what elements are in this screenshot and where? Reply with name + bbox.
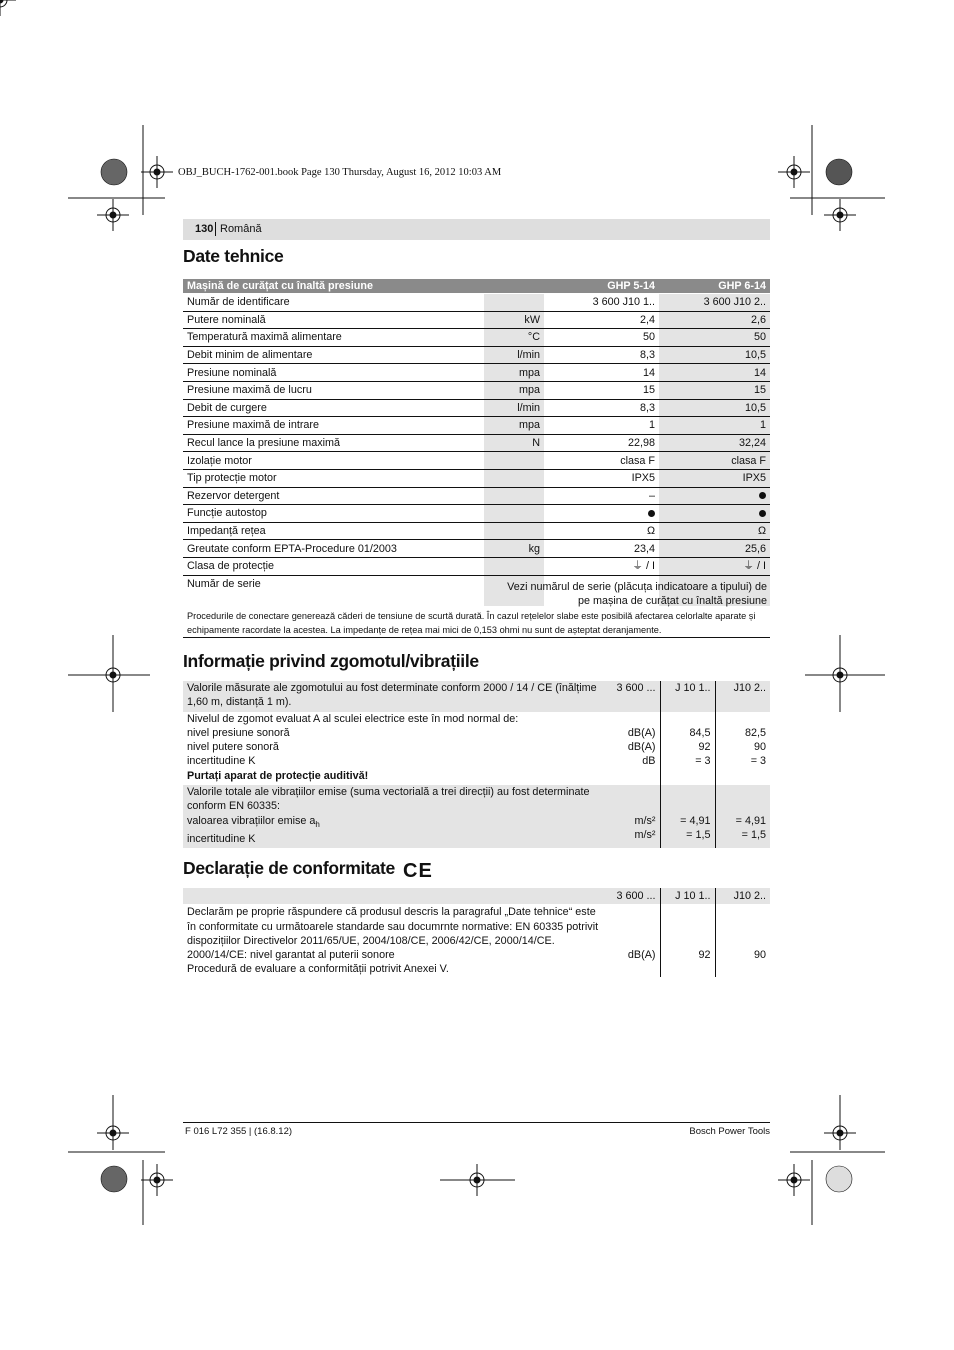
vibration-intro: Valorile totale ale vibrațiilor emise (suma vectorială a trei direcții) au fost determinate conform EN 60335:	[187, 786, 590, 813]
spec-value-ghp-5-14: 22,98	[544, 434, 659, 452]
page-language: Română	[220, 223, 262, 235]
vibration-labels	[183, 785, 604, 848]
spec-value-ghp-6-14: 10,5	[659, 346, 770, 364]
feature-dot-icon	[759, 492, 766, 499]
spec-unit	[484, 522, 544, 540]
noise-col-2: J10 2..	[715, 681, 770, 712]
tech-table-title: Mașină de curățat cu înaltă presiune	[183, 279, 544, 294]
noise-intro-row	[183, 681, 770, 712]
spec-row	[183, 346, 770, 364]
decl-text: Declarăm pe proprie răspundere că produsul descris la paragraful „Date tehnice“ este în conformitate cu următoarele standarde sau documrnte normative: EN 60335 potrivit dispozițiilor Directivelor 2011/65/UE, 2004/108/CE, 2006/42/CE, 2000/14/CE. 2000/14/CE: nivel garantat al puterii sonore	[187, 906, 599, 962]
spec-unit: kW	[484, 311, 544, 329]
conformity-header-row	[183, 888, 770, 904]
spec-unit: kg	[484, 540, 544, 558]
spec-row	[183, 434, 770, 452]
spec-value-ghp-6-14: clasa F	[659, 452, 770, 470]
spec-row	[183, 364, 770, 382]
spec-row	[183, 294, 770, 312]
vibration-uncertainty-v2: = 1,5	[741, 828, 766, 841]
spec-value-ghp-5-14: IPX5	[544, 469, 659, 487]
spec-row	[183, 399, 770, 417]
decl-col-0: 3 600 ...	[604, 888, 660, 904]
spec-value-ghp-5-14: 1	[544, 417, 659, 435]
spec-value-ghp-6-14: 14	[659, 364, 770, 382]
vibration-uncertainty-label: incertitudine K	[187, 833, 256, 846]
spec-label: Presiune maximă de lucru	[183, 381, 484, 399]
noise-row-label-0: nivel presiune sonoră	[187, 726, 290, 739]
spec-row	[183, 452, 770, 470]
footer-brand: Bosch Power Tools	[689, 1126, 770, 1137]
vibration-v1: = 4,91	[680, 814, 711, 827]
header-separator	[215, 222, 216, 236]
spec-value-ghp-6-14: 32,24	[659, 434, 770, 452]
vibration-values-2	[715, 785, 770, 848]
decl-col-2: J10 2..	[715, 888, 770, 904]
noise-row-v1-1: 92	[698, 741, 711, 754]
noise-row-v1-0: 84,5	[689, 726, 711, 739]
spec-value-ghp-6-14: 25,6	[659, 540, 770, 558]
section-title-conformity: Declarație de conformitate	[183, 858, 395, 878]
spec-unit	[484, 452, 544, 470]
vibration-uncertainty-v1: = 1,5	[686, 828, 711, 841]
section-title-tech-data: Date tehnice	[183, 246, 284, 266]
spec-value-ghp-5-14: 3 600 J10 1..	[544, 294, 659, 312]
spec-row	[183, 540, 770, 558]
spec-value-ghp-6-14: ⏚ / I	[659, 557, 770, 575]
spec-value-ghp-5-14: –	[544, 487, 659, 505]
spec-label: Greutate conform EPTA-Procedure 01/2003	[183, 540, 484, 558]
spec-label: Presiune maximă de intrare	[183, 417, 484, 435]
spec-label: Tip protecție motor	[183, 469, 484, 487]
vibration-values-1	[660, 785, 715, 848]
tech-data-note: Procedurile de conectare generează căderi de tensiune de scurtă durată. În cazul rețelelor slabe este posibilă afectarea celorlalte aparate și echipamente racordate la acestea. La impedanțe de rețea mai mici de 0,153 ohmi nu sunt de așteptat deranjamente.	[187, 611, 756, 635]
spec-unit: °C	[484, 329, 544, 347]
spec-unit	[484, 294, 544, 312]
spec-value-ghp-6-14: 2,6	[659, 311, 770, 329]
spec-unit: mpa	[484, 364, 544, 382]
decl-procedure: Procedură de evaluare a conformității potrivit Anexei V.	[187, 963, 449, 976]
spec-value-ghp-5-14: clasa F	[544, 452, 659, 470]
spec-value-ghp-6-14: 15	[659, 381, 770, 399]
noise-level-row	[183, 712, 770, 785]
serial-text: Vezi numărul de serie (plăcuța indicatoare a tipului) de pe mașina de curățat cu înaltă presiune	[507, 581, 767, 607]
spec-row	[183, 522, 770, 540]
spec-row	[183, 505, 770, 523]
feature-dot-icon	[648, 510, 655, 517]
tech-table-model-1: GHP 5-14	[544, 279, 659, 294]
noise-row-label-1: nivel putere sonoră	[187, 741, 279, 754]
decl-text-cell	[183, 904, 604, 976]
spec-value-ghp-6-14	[659, 505, 770, 523]
spec-value-ghp-6-14: Ω	[659, 522, 770, 540]
spec-label: Recul lance la presiune maximă	[183, 434, 484, 452]
noise-row-label-2: incertitudine K	[187, 755, 256, 768]
spec-label: Rezervor detergent	[183, 487, 484, 505]
spec-row	[183, 329, 770, 347]
noise-values-1	[660, 712, 715, 785]
page-header	[183, 219, 770, 240]
vibration-v2: = 4,91	[735, 814, 766, 827]
spec-value-ghp-5-14: 14	[544, 364, 659, 382]
spec-value-ghp-5-14: 8,3	[544, 346, 659, 364]
noise-level-labels	[183, 712, 604, 785]
conformity-table	[183, 888, 770, 977]
spec-value-ghp-5-14	[544, 505, 659, 523]
spec-label: Putere nominală	[183, 311, 484, 329]
spec-unit: mpa	[484, 417, 544, 435]
noise-units	[604, 712, 660, 785]
spec-label: Impedanță rețea	[183, 522, 484, 540]
spec-value-ghp-6-14: 50	[659, 329, 770, 347]
spec-label: Număr de identificare	[183, 294, 484, 312]
noise-values-2	[715, 712, 770, 785]
spec-value-ghp-6-14	[659, 487, 770, 505]
vibration-row	[183, 785, 770, 848]
tech-data-table	[183, 279, 770, 606]
spec-label: Funcție autostop	[183, 505, 484, 523]
noise-row-unit-1: dB(A)	[627, 741, 656, 754]
spec-row	[183, 381, 770, 399]
vibration-label-sub: h	[315, 819, 320, 829]
page-number: 130	[195, 223, 214, 235]
noise-table	[183, 681, 770, 848]
spec-label: Clasa de protecție	[183, 557, 484, 575]
spec-row	[183, 487, 770, 505]
spec-value-ghp-5-14: 23,4	[544, 540, 659, 558]
noise-row-unit-2: dB	[642, 755, 656, 768]
spec-value-ghp-6-14: 3 600 J10 2..	[659, 294, 770, 312]
tech-table-header	[183, 279, 770, 294]
spec-unit: N	[484, 434, 544, 452]
spec-value-ghp-6-14: 10,5	[659, 399, 770, 417]
spec-unit: mpa	[484, 381, 544, 399]
footer-rule	[183, 1122, 770, 1123]
spec-unit: l/min	[484, 346, 544, 364]
spec-unit: l/min	[484, 399, 544, 417]
decl-unit: dB(A)	[627, 949, 656, 962]
spec-row	[183, 469, 770, 487]
spec-label: Izolație motor	[183, 452, 484, 470]
spec-label: Debit minim de alimentare	[183, 346, 484, 364]
footer-doc-number: F 016 L72 355 | (16.8.12)	[185, 1126, 293, 1137]
noise-row-v2-0: 82,5	[744, 726, 766, 739]
spec-unit	[484, 557, 544, 575]
spec-value-ghp-5-14: 50	[544, 329, 659, 347]
spec-label: Presiune nominală	[183, 364, 484, 382]
print-info-line: OBJ_BUCH-1762-001.book Page 130 Thursday, August 16, 2012 10:03 AM	[178, 167, 502, 178]
ce-mark: CE	[403, 860, 433, 882]
spec-value-ghp-5-14: 15	[544, 381, 659, 399]
spec-value-ghp-5-14: Ω	[544, 522, 659, 540]
vibration-label-text: valoarea vibrațiilor emise a	[187, 814, 316, 827]
noise-intro: Valorile măsurate ale zgomotului au fost determinate conform 2000 / 14 / CE (înălțime 1,60 m, distanță 1 m).	[183, 681, 604, 712]
feature-dot-icon	[759, 510, 766, 517]
spec-label: Debit de curgere	[183, 399, 484, 417]
vibration-uncertainty-unit: m/s²	[634, 828, 656, 841]
spec-unit	[484, 469, 544, 487]
hearing-protection-warning: Purtați aparat de protecție auditivă!	[187, 769, 369, 782]
spec-unit	[484, 487, 544, 505]
noise-level-intro: Nivelul de zgomot evaluat A al sculei electrice este în mod normal de:	[187, 712, 519, 725]
section-title-noise: Informație privind zgomotul/vibrațiile	[183, 651, 479, 671]
noise-row-unit-0: dB(A)	[627, 726, 656, 739]
noise-row-v1-2: = 3	[695, 755, 711, 768]
decl-v1: 92	[660, 904, 715, 976]
noise-col-0: 3 600 ...	[604, 681, 660, 712]
decl-v2: 90	[715, 904, 770, 976]
vibration-units	[604, 785, 660, 848]
noise-row-v2-1: 90	[753, 741, 766, 754]
spec-value-ghp-5-14: ⏚ / I	[544, 557, 659, 575]
spec-row	[183, 557, 770, 575]
noise-col-1: J 10 1..	[660, 681, 715, 712]
spec-value-ghp-5-14: 2,4	[544, 311, 659, 329]
tech-table-model-2: GHP 6-14	[659, 279, 770, 294]
serial-label: Număr de serie	[187, 577, 261, 590]
spec-row	[183, 311, 770, 329]
spec-label: Temperatură maximă alimentare	[183, 329, 484, 347]
spec-value-ghp-6-14: IPX5	[659, 469, 770, 487]
note-rule	[183, 637, 770, 638]
spec-unit	[484, 505, 544, 523]
vibration-unit: m/s²	[634, 814, 656, 827]
spec-value-ghp-6-14: 1	[659, 417, 770, 435]
conformity-row	[183, 904, 770, 976]
decl-col-1: J 10 1..	[660, 888, 715, 904]
noise-row-v2-2: = 3	[750, 755, 766, 768]
spec-row	[183, 417, 770, 435]
vibration-label	[187, 814, 600, 832]
spec-value-ghp-5-14: 8,3	[544, 399, 659, 417]
